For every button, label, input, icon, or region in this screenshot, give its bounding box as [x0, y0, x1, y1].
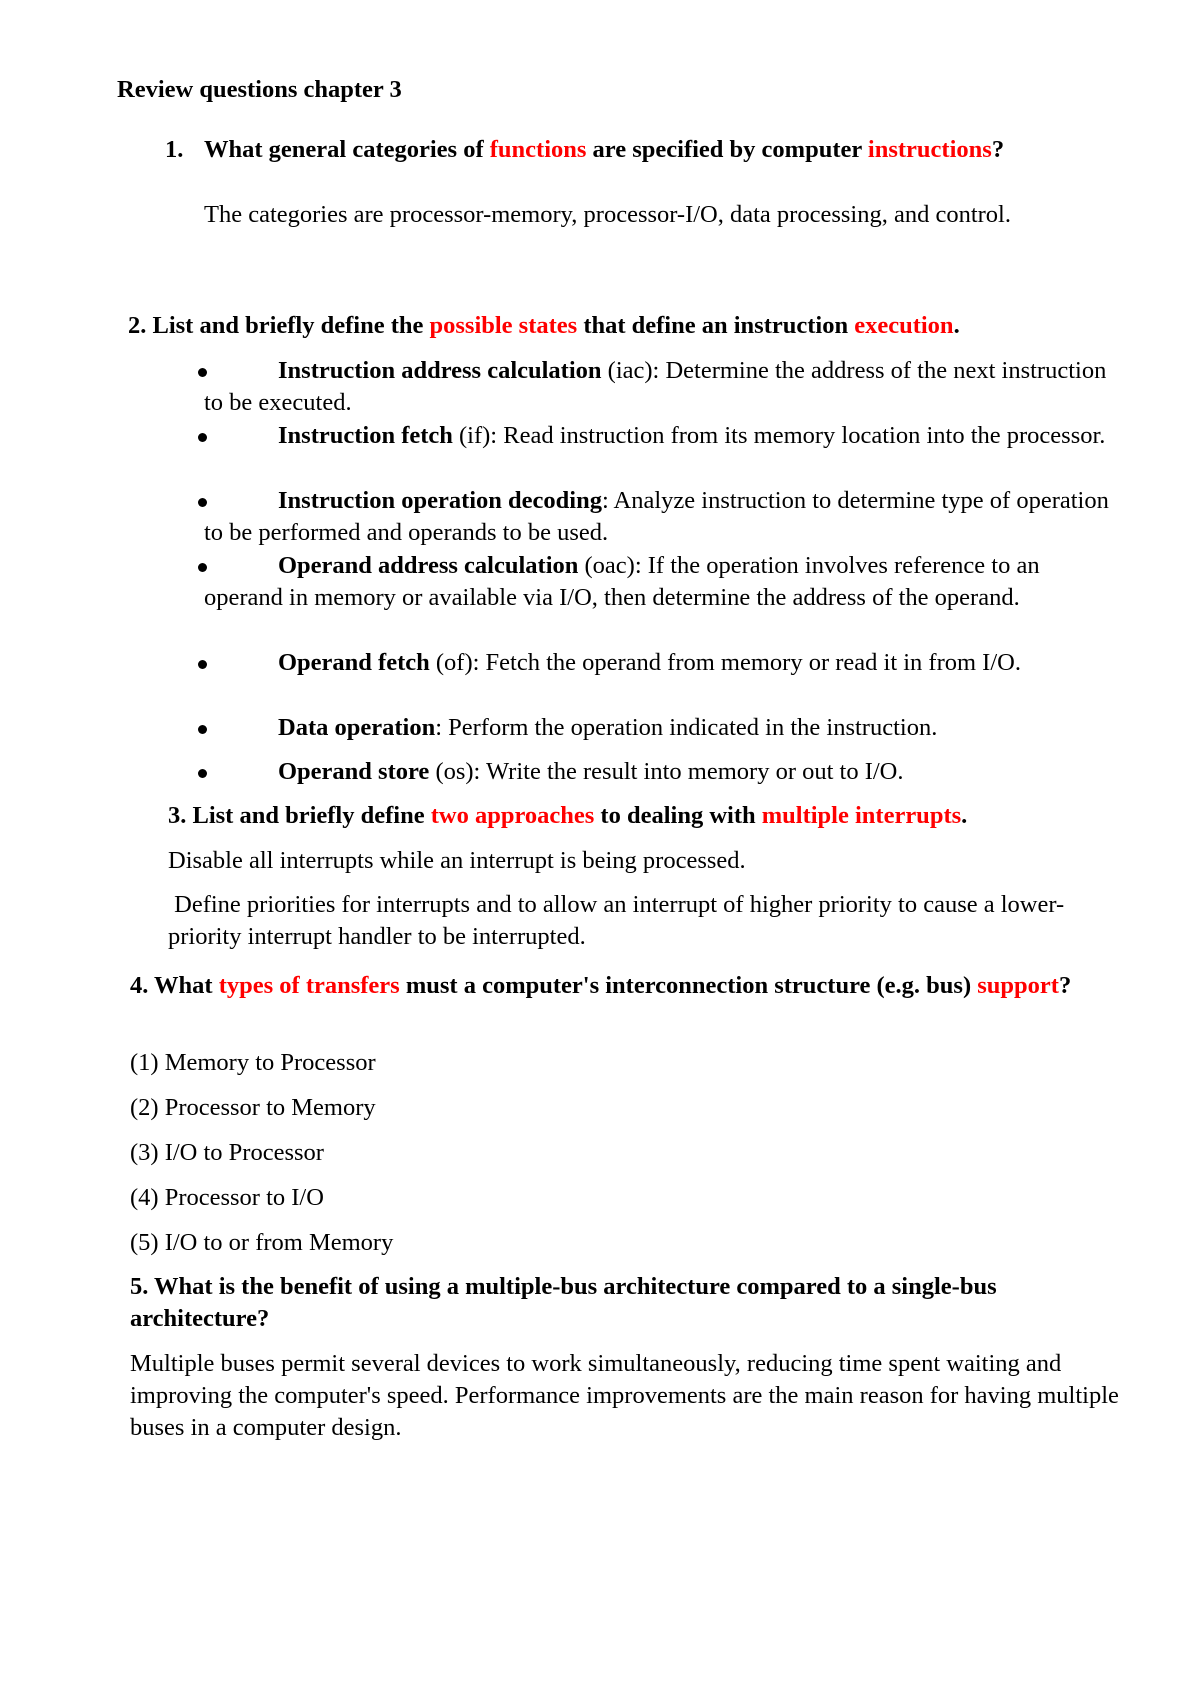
transfer-item: (4) Processor to I/O [130, 1184, 324, 1211]
q3-answer-priorities: Define priorities for interrupts and to allow an interrupt of higher priority to cause a lower-priority interrupt handler to be interrupted. [168, 891, 1065, 950]
q2-highlight-possible-states: possible states [429, 312, 578, 339]
state-term: Data operation [278, 714, 436, 741]
q1-text-part: ? [991, 136, 1005, 163]
state-description: (of): Fetch the operand from memory or read it in from I/O. [429, 649, 1021, 676]
state-term: Operand fetch [278, 649, 430, 676]
q2-question [128, 310, 1128, 342]
q1-text-part: What general categories of [204, 136, 490, 163]
q3-text-part: 3. List and briefly define [168, 802, 431, 829]
q3-highlight-multiple-interrupts: multiple interrupts [761, 802, 962, 829]
transfer-item: (5) I/O to or from Memory [130, 1229, 394, 1256]
q1-answer: The categories are processor-memory, processor-I/O, data processing, and control. [204, 201, 1011, 228]
q1-highlight-functions: functions [489, 136, 587, 163]
q1-text-part: are specified by computer [586, 136, 868, 163]
q3-question [168, 800, 1128, 832]
q4-highlight-support: support [977, 972, 1059, 999]
q1-highlight-instructions: instructions [867, 136, 992, 163]
bullet-icon [198, 563, 207, 572]
q3-highlight-two-approaches: two approaches [430, 802, 595, 829]
q3-text-part: to dealing with [594, 802, 762, 829]
state-term: Operand address calculation [278, 552, 579, 579]
bullet-icon [198, 433, 207, 442]
state-description: : Perform the operation indicated in the instruction. [435, 714, 938, 741]
state-term: Operand store [278, 758, 430, 785]
bullet-icon [198, 498, 207, 507]
transfer-item: (3) I/O to Processor [130, 1139, 324, 1166]
state-description: (oac): If the operation involves reference to an operand in memory or available via I/O, then determine the address of the operand. [204, 552, 1040, 611]
state-description: (iac): Determine the address of the next instruction to be executed. [204, 357, 1107, 416]
list-item [204, 712, 1124, 744]
list-item [204, 420, 1124, 452]
list-item [204, 756, 1124, 788]
q1-question [204, 134, 1064, 166]
list-item [204, 355, 1124, 419]
state-description: (if): Read instruction from its memory location into the processor. [452, 422, 1106, 449]
list-item [204, 485, 1124, 549]
q1-number: 1. [165, 136, 184, 163]
q4-text-part: ? [1058, 972, 1072, 999]
q2-text-part: . [953, 312, 960, 339]
page-title: Review questions chapter 3 [117, 76, 402, 103]
q4-text-part: 4. What [130, 972, 219, 999]
state-description: (os): Write the result into memory or out to I/O. [429, 758, 904, 785]
state-term: Instruction operation decoding [278, 487, 602, 514]
list-item [204, 550, 1124, 614]
bullet-icon [198, 725, 207, 734]
state-term: Instruction fetch [278, 422, 453, 449]
q2-text-part: 2. List and briefly define the [128, 312, 430, 339]
q5-question: 5. What is the benefit of using a multiple-bus architecture compared to a single-bus architecture? [130, 1273, 997, 1332]
bullet-icon [198, 769, 207, 778]
state-description: : Analyze instruction to determine type of operation to be performed and operands to be used. [204, 487, 1109, 546]
q4-question [130, 970, 1130, 1002]
state-term: Instruction address calculation [278, 357, 602, 384]
list-item [204, 647, 1124, 679]
transfer-item: (1) Memory to Processor [130, 1049, 376, 1076]
q2-highlight-execution: execution [854, 312, 954, 339]
q3-text-part: . [961, 802, 968, 829]
bullet-icon [198, 368, 207, 377]
transfer-item: (2) Processor to Memory [130, 1094, 376, 1121]
q5-answer: Multiple buses permit several devices to work simultaneously, reducing time spent waiting and improving the computer's speed. Performance improvements are the main reason for having multiple buses in a computer design. [130, 1350, 1119, 1441]
q4-highlight-types-of-transfers: types of transfers [218, 972, 400, 999]
q3-answer-disable: Disable all interrupts while an interrupt is being processed. [168, 847, 746, 874]
q2-text-part: that define an instruction [577, 312, 855, 339]
q4-text-part: must a computer's interconnection structure (e.g. bus) [399, 972, 978, 999]
bullet-icon [198, 660, 207, 669]
